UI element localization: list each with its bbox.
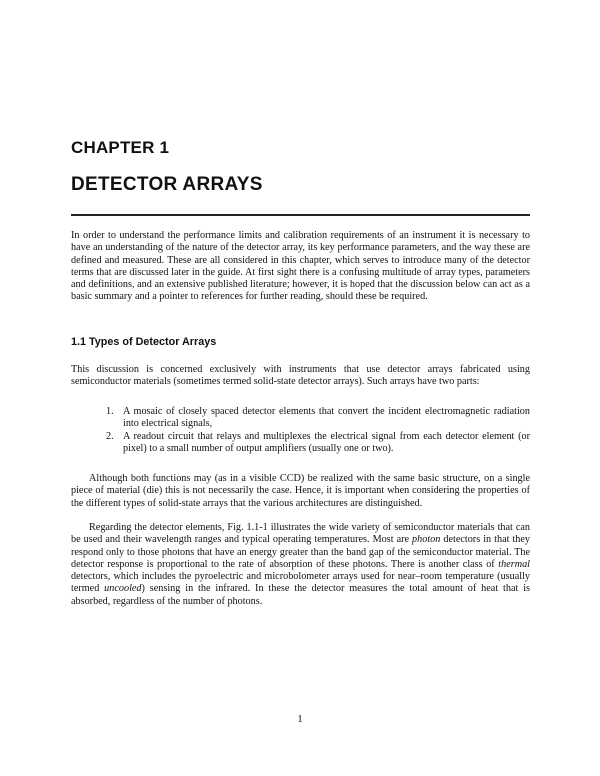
emphasis-uncooled: uncooled	[104, 583, 142, 595]
emphasis-thermal: thermal	[498, 558, 530, 570]
section-paragraph-1: This discussion is concerned exclusively with instruments that use detector arrays fabricated using semiconductor materials (sometimes termed solid-state detector arrays). Such arrays have two parts:	[71, 364, 530, 388]
list-item	[106, 406, 530, 431]
section-paragraph-3: Regarding the detector elements, Fig. 1.1-1 illustrates the wide variety of semiconductor materials that can be used and their wavelength ranges and typical operating temperatures. Most are photon detectors in that they respond only to those photons that have an energy greater than the band gap of the semiconductor material. The detector response is proportional to the rate of absorption of these photons. There is another class of thermal detectors, which includes the pyroelectric and microbolometer arrays used for near–room temperature (usually termed uncooled) sensing in the infrared. In these the detector measures the total amount of heat that is absorbed, regardless of the number of photons.	[71, 522, 530, 607]
chapter-label: CHAPTER 1	[71, 138, 170, 157]
intro-paragraph: In order to understand the performance limits and calibration requirements of an instrument it is necessary to have an understanding of the nature of the detector array, its key performance parameters, and the way these are defined and measured. These are all considered in this chapter, which serves to introduce many of the detector terms that are discussed later in the guide. At first sight there is a confusing multitude of array types, parameters and definitions, and an extensive published literature; however, it is hoped that the discussion below can act as a basic summary and a pointer to references for further reading, should these be required.	[71, 230, 530, 303]
list-text: A mosaic of closely spaced detector elements that convert the incident electromagnetic radiation into electrical signals,	[123, 406, 530, 430]
list-item	[106, 431, 530, 456]
section-heading: 1.1 Types of Detector Arrays	[71, 336, 217, 348]
chapter-title: DETECTOR ARRAYS	[71, 174, 263, 195]
emphasis-photon: photon	[412, 534, 441, 546]
page-number: 1	[297, 713, 303, 725]
parts-list	[106, 406, 530, 455]
title-rule	[71, 214, 530, 216]
list-number: 1.	[106, 406, 114, 417]
section-paragraph-2: Although both functions may (as in a visible CCD) be realized with the same basic structure, on a single piece of material (die) this is not necessarily the case. Hence, it is important when considering the properties of the different types of solid-state arrays that the various architectures are distinguished.	[71, 473, 530, 509]
list-text: A readout circuit that relays and multiplexes the electrical signal from each detector element (or pixel) to a small number of output amplifiers (usually one or two).	[123, 430, 530, 454]
list-number: 2.	[106, 430, 114, 442]
